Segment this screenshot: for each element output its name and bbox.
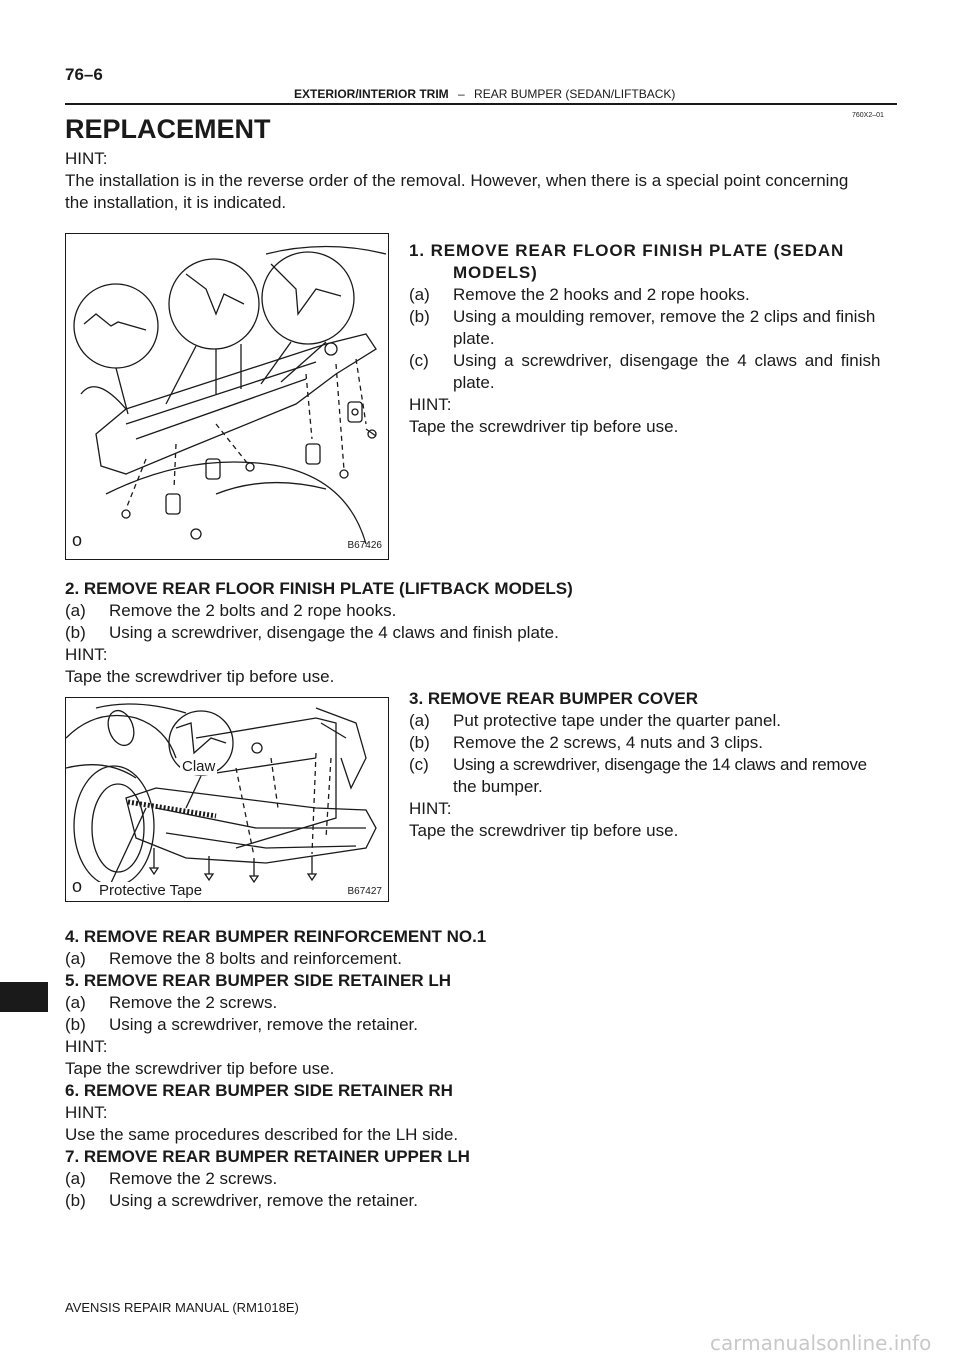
step-1-hint-label: HINT: bbox=[409, 395, 452, 414]
step-3-hint-text: Tape the screwdriver tip before use. bbox=[409, 821, 679, 840]
step-3-hint-label: HINT: bbox=[409, 799, 452, 818]
step-7-a-num: (a) bbox=[65, 1169, 86, 1188]
step-3-c-num: (c) bbox=[409, 755, 429, 774]
step-6-hint-label: HINT: bbox=[65, 1103, 108, 1122]
intro-line-1: The installation is in the reverse order of the removal. However, when there is a special point concerning bbox=[65, 171, 849, 190]
step-4-heading: 4. REMOVE REAR BUMPER REINFORCEMENT NO.1 bbox=[65, 927, 487, 946]
step-5-b-num: (b) bbox=[65, 1015, 86, 1034]
step-1-heading-b: MODELS) bbox=[453, 263, 538, 282]
step-5-hint-label: HINT: bbox=[65, 1037, 108, 1056]
step-7-b-text: Using a screwdriver, remove the retainer. bbox=[109, 1191, 418, 1210]
step-3-c-text-1: Using a screwdriver, disengage the 14 claws and remove bbox=[453, 755, 867, 774]
step-5-a-text: Remove the 2 screws. bbox=[109, 993, 278, 1012]
figure-2-label-claw: Claw bbox=[182, 758, 216, 775]
step-3-heading: 3. REMOVE REAR BUMPER COVER bbox=[409, 689, 699, 708]
step-5-a-num: (a) bbox=[65, 993, 86, 1012]
figure-2-label-protective-tape: Protective Tape bbox=[99, 882, 203, 899]
step-1-b-text-2: plate. bbox=[453, 329, 495, 348]
step-3-b-num: (b) bbox=[409, 733, 430, 752]
step-2-b-text: Using a screwdriver, disengage the 4 claws and finish plate. bbox=[109, 623, 559, 642]
doc-id: 760X2–01 bbox=[852, 112, 884, 119]
step-1-hint-text: Tape the screwdriver tip before use. bbox=[409, 417, 679, 436]
step-1-c-text-2: plate. bbox=[453, 373, 495, 392]
figure-2-code: B67427 bbox=[347, 886, 382, 897]
step-2-hint-label: HINT: bbox=[65, 645, 108, 664]
step-4-a-num: (a) bbox=[65, 949, 86, 968]
step-1-heading-a: 1. REMOVE REAR FLOOR FINISH PLATE (SEDAN bbox=[409, 241, 845, 260]
step-7-heading: 7. REMOVE REAR BUMPER RETAINER UPPER LH bbox=[65, 1147, 470, 1166]
intro-line-2: the installation, it is indicated. bbox=[65, 193, 287, 212]
step-3-c-text-2: the bumper. bbox=[453, 777, 543, 796]
header-rule bbox=[65, 103, 897, 105]
running-header bbox=[294, 87, 675, 101]
step-2-b-num: (b) bbox=[65, 623, 86, 642]
step-2-heading: 2. REMOVE REAR FLOOR FINISH PLATE (LIFTBACK MODELS) bbox=[65, 579, 573, 598]
step-1-a-num: (a) bbox=[409, 285, 430, 304]
intro-hint-label: HINT: bbox=[65, 149, 108, 168]
page-number: 76–6 bbox=[65, 65, 103, 84]
figure-rear-bumper-cover bbox=[65, 697, 389, 902]
figure-2-illustration bbox=[66, 698, 388, 901]
step-4-a-text: Remove the 8 bolts and reinforcement. bbox=[109, 949, 402, 968]
header-section: EXTERIOR/INTERIOR TRIM bbox=[294, 87, 449, 101]
step-3-b-text: Remove the 2 screws, 4 nuts and 3 clips. bbox=[453, 733, 763, 752]
figure-rear-floor-finish-plate bbox=[65, 233, 389, 560]
section-thumb-tab bbox=[0, 982, 48, 1012]
step-3-a-num: (a) bbox=[409, 711, 430, 730]
step-7-b-num: (b) bbox=[65, 1191, 86, 1210]
step-7-a-text: Remove the 2 screws. bbox=[109, 1169, 278, 1188]
step-1-b-text-1: Using a moulding remover, remove the 2 clips and finish bbox=[453, 307, 876, 326]
step-1-b-num: (b) bbox=[409, 307, 430, 326]
footer-manual-id: AVENSIS REPAIR MANUAL (RM1018E) bbox=[65, 1300, 299, 1315]
step-2-a-text: Remove the 2 bolts and 2 rope hooks. bbox=[109, 601, 397, 620]
step-5-b-text: Using a screwdriver, remove the retainer. bbox=[109, 1015, 418, 1034]
step-5-hint-text: Tape the screwdriver tip before use. bbox=[65, 1059, 335, 1078]
step-1-c-text-1: Using a screwdriver, disengage the 4 claws and finish bbox=[453, 351, 881, 370]
header-subsection: REAR BUMPER (SEDAN/LIFTBACK) bbox=[474, 87, 676, 101]
figure-1-mark: o bbox=[72, 530, 83, 550]
watermark: carmanualsonline.info bbox=[710, 1331, 932, 1355]
step-6-heading: 6. REMOVE REAR BUMPER SIDE RETAINER RH bbox=[65, 1081, 453, 1100]
step-2-hint-text: Tape the screwdriver tip before use. bbox=[65, 667, 335, 686]
header-separator: – bbox=[458, 87, 465, 101]
step-2-a-num: (a) bbox=[65, 601, 86, 620]
step-1-a-text: Remove the 2 hooks and 2 rope hooks. bbox=[453, 285, 750, 304]
figure-1-illustration bbox=[66, 234, 388, 559]
step-1-c-num: (c) bbox=[409, 351, 429, 370]
figure-1-code: B67426 bbox=[347, 540, 382, 551]
step-3-a-text: Put protective tape under the quarter panel. bbox=[453, 711, 781, 730]
step-5-heading: 5. REMOVE REAR BUMPER SIDE RETAINER LH bbox=[65, 971, 452, 990]
step-6-hint-text: Use the same procedures described for the LH side. bbox=[65, 1125, 459, 1144]
page-title: REPLACEMENT bbox=[65, 114, 271, 144]
figure-2-mark: o bbox=[72, 876, 83, 896]
